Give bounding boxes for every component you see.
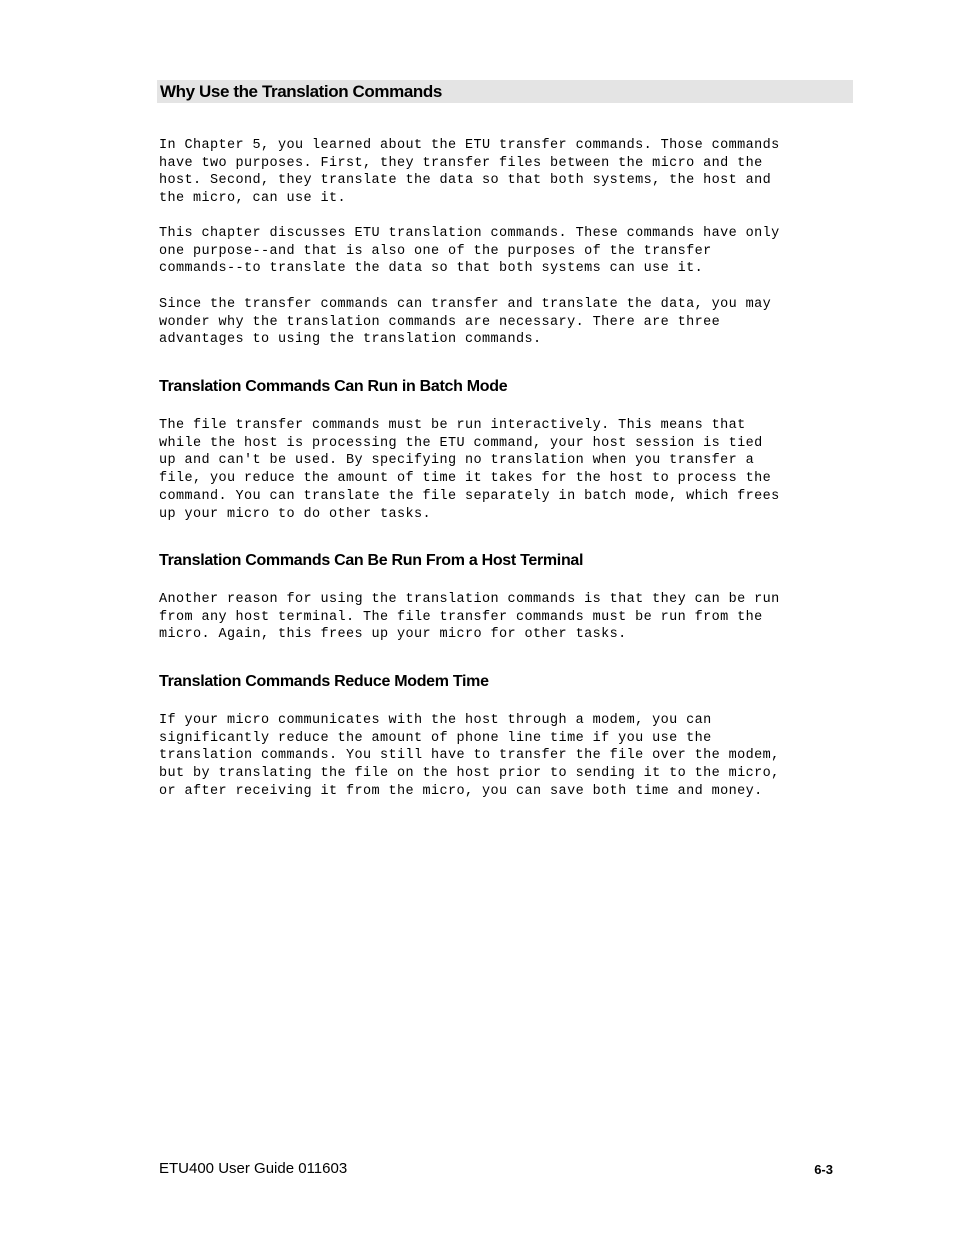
modem-time-heading: Translation Commands Reduce Modem Time	[159, 673, 489, 690]
intro-paragraph-1: In Chapter 5, you learned about the ETU transfer commands. Those commands have two purposes. First, they transfer files between the micro and the host. Second, they translate the data so that both systems, the host and the micro, can use it.	[159, 138, 780, 207]
modem-time-paragraph: If your micro communicates with the host through a modem, you can significantly reduce the amount of phone line time if you use the translation commands. You still have to transfer the file over the modem, but by translating the file on the host prior to sending it to the micro, or after receiving it from the micro, you can save both time and money.	[159, 713, 780, 799]
batch-mode-paragraph: The file transfer commands must be run interactively. This means that while the host is processing the ETU command, your host session is tied up and can't be used. By specifying no translation when you transfer a file, you reduce the amount of time it takes for the host to process the command. You can translate the file separately in batch mode, which frees up your micro to do other tasks.	[159, 418, 780, 522]
intro-paragraph-2: This chapter discusses ETU translation commands. These commands have only one purpose--and that is also one of the purposes of the transfer commands--to translate the data so that both systems can use it.	[159, 226, 780, 277]
host-terminal-paragraph: Another reason for using the translation commands is that they can be run from any host terminal. The file transfer commands must be run from the micro. Again, this frees up your micro for other tasks.	[159, 592, 780, 643]
intro-paragraph-3: Since the transfer commands can transfer and translate the data, you may wonder why the translation commands are necessary. There are three advantages to using the translation commands.	[159, 297, 772, 348]
section-title: Why Use the Translation Commands	[160, 82, 442, 101]
batch-mode-heading: Translation Commands Can Run in Batch Mode	[159, 378, 508, 395]
host-terminal-heading: Translation Commands Can Be Run From a Host Terminal	[159, 552, 584, 569]
footer-document-title: ETU400 User Guide 011603	[159, 1160, 348, 1177]
section-title-bar	[157, 80, 853, 103]
footer-page-number: 6-3	[814, 1162, 833, 1177]
